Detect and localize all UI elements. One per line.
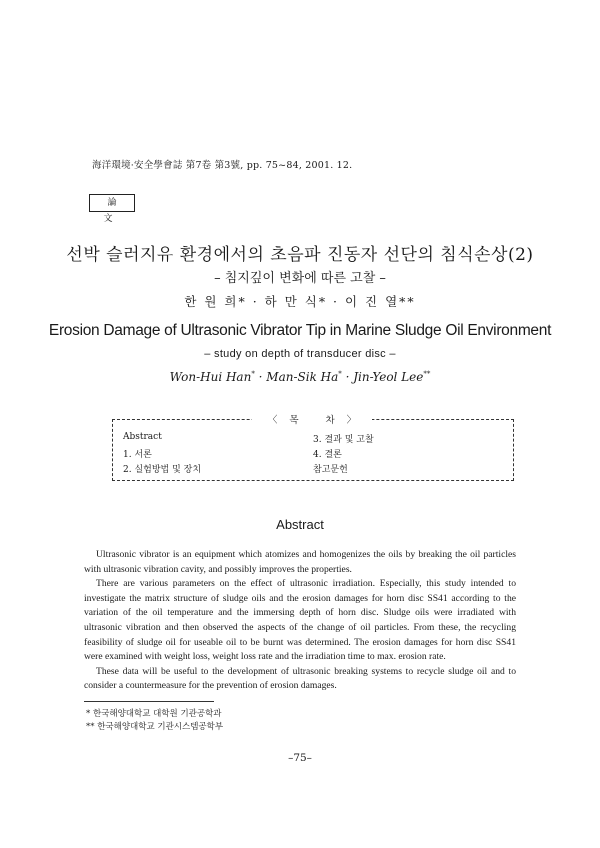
footnote-divider — [84, 701, 214, 702]
toc-item: 참고문헌 — [313, 465, 348, 475]
english-subtitle: – study on depth of transducer disc – — [204, 348, 396, 360]
abstract-paragraph: There are various parameters on the effect of ultrasonic irradiation. Especially, this study intended to investigate the matrix structure of sludge oils and the erosion damages for horn disc SS41 according to the variation of the oil temperature and the immersing depth of horn disc. Sludge oils were irradiated with ultrasonic vibration and then observed the aspects of the change of oil particles. From these, the recycling feasibility of sludge oil for useable oil to be burnt was determined. The erosion damages for horn disc SS41 were examined with weight loss, weight loss rate and the irradiation time to max. erosion rate. — [84, 578, 516, 663]
document-type-box: 論 文 — [89, 194, 135, 212]
korean-authors: 한 원 희* · 하 만 식* · 이 진 열** — [184, 294, 416, 309]
page-number: –75– — [288, 752, 312, 764]
footnote: ** 한국해양대학교 기관시스템공학부 — [86, 722, 224, 732]
english-title: Erosion Damage of Ultrasonic Vibrator Tip in Marine Sludge Oil Environment — [48, 322, 552, 339]
author-name: Won-Hui Han — [169, 370, 252, 384]
korean-title: 선박 슬러지유 환경에서의 초음파 진동자 선단의 침식손상(2) — [66, 245, 534, 265]
korean-subtitle: – 침지깊이 변화에 따른 고찰 – — [214, 271, 386, 286]
author-mark: * — [338, 370, 342, 378]
english-authors — [0, 370, 600, 384]
abstract-body — [84, 548, 516, 694]
author-name: Man-Sik Ha — [266, 370, 339, 384]
toc-heading: 〈목 차〉 — [252, 412, 372, 426]
author-name: Jin-Yeol Lee — [353, 370, 424, 384]
author-mark: * — [251, 370, 255, 378]
toc-item: 2. 실험방법 및 장치 — [123, 465, 202, 475]
toc-item: 1. 서론 — [123, 450, 152, 460]
author-separator: · — [341, 370, 354, 384]
author-separator: · — [254, 370, 267, 384]
abstract-heading: Abstract — [276, 517, 324, 532]
author-mark: ** — [423, 370, 431, 378]
toc-item: 4. 결론 — [313, 450, 342, 460]
footnote: * 한국해양대학교 대학원 기관공학과 — [86, 709, 222, 719]
journal-citation: 海洋環境·安全學會誌 第7卷 第3號, pp. 75~84, 2001. 12. — [92, 160, 353, 171]
abstract-paragraph: These data will be useful to the development of ultrasonic breaking systems to recycle sludge oil and to consider a countermeasure for the prevention of erosion damages. — [84, 665, 516, 692]
abstract-paragraph: Ultrasonic vibrator is an equipment which atomizes and homogenizes the oils by breaking the oil particles with ultrasonic vibration cavity, and possibly improves the properties. — [84, 549, 516, 575]
toc-item: 3. 결과 및 고찰 — [313, 435, 374, 445]
toc-item: Abstract — [123, 432, 162, 442]
